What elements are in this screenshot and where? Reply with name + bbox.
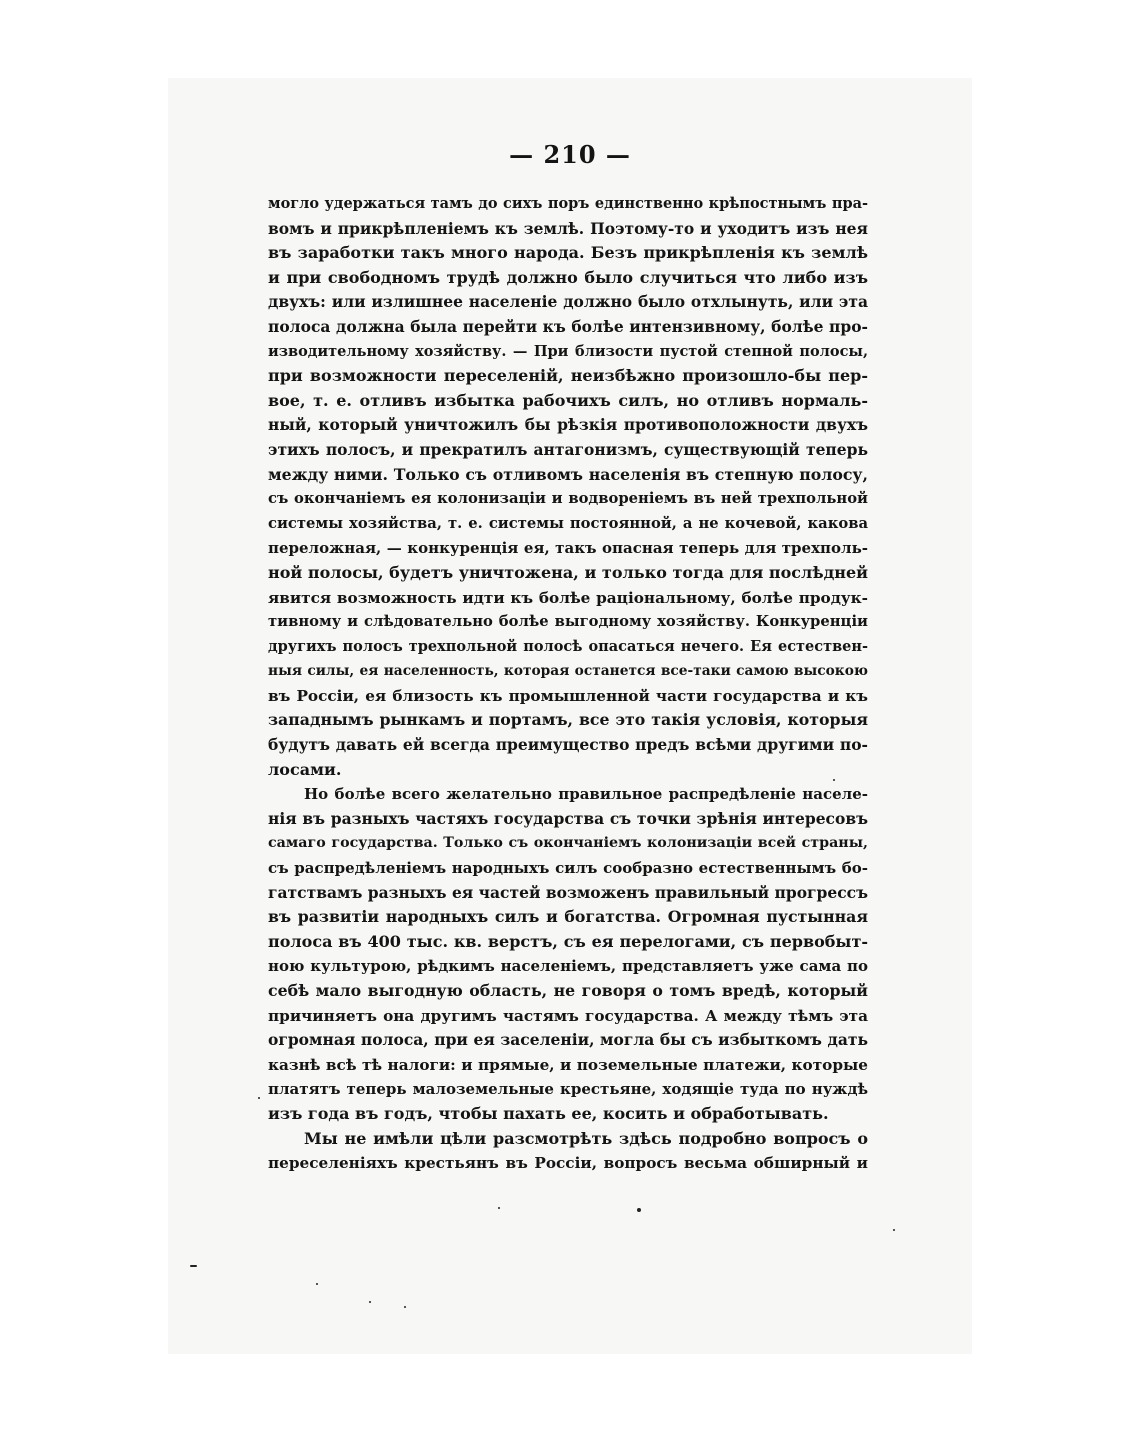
- text-line: западнымъ рынкамъ и портамъ, все это такія условія, которыя: [268, 710, 868, 730]
- text-line: ной полосы, будетъ уничтожена, и только тогда для послѣдней: [268, 562, 868, 582]
- text-line: ныя силы, ея населенность, которая останется все-таки самою высокою: [268, 663, 868, 680]
- scan-speck: [637, 1208, 641, 1212]
- scan-speck: [498, 1207, 500, 1209]
- scan-speck: [258, 1097, 260, 1099]
- text-line: полоса въ 400 тыс. кв. верстъ, съ ея перелогами, съ первобыт-: [268, 931, 868, 951]
- text-line: системы хозяйства, т. е. системы постоянной, а не кочевой, какова: [268, 514, 868, 532]
- paragraph: [268, 1127, 868, 1176]
- text-line: самаго государства. Только съ окончаніемъ колонизаціи всей страны,: [268, 835, 868, 852]
- text-line: казнѣ всѣ тѣ налоги: и прямые, и поземельные платежи, которые: [268, 1055, 868, 1074]
- text-line: переложная, — конкуренція ея, такъ опасная теперь для трехполь-: [268, 539, 868, 558]
- text-line: огромная полоса, при ея заселеніи, могла бы съ избыткомъ дать: [268, 1030, 868, 1050]
- text-line: въ заработки такъ много народа. Безъ прикрѣпленія къ землѣ: [268, 243, 868, 263]
- text-line: тивному и слѣдовательно болѣе выгодному хозяйству. Конкуренціи: [268, 613, 868, 631]
- text-line: могло удержаться тамъ до сихъ поръ единственно крѣпостнымъ пра-: [268, 195, 868, 212]
- scan-speck: [190, 1265, 197, 1267]
- text-line: ною культурою, рѣдкимъ населеніемъ, представляетъ уже сама по: [268, 957, 868, 976]
- text-line: платятъ теперь малоземельные крестьяне, ходящіе туда по нуждѣ: [268, 1080, 868, 1099]
- text-line: явится возможность идти къ болѣе раціональному, болѣе продук-: [268, 588, 868, 607]
- text-line: лосами.: [268, 759, 342, 779]
- text-line: Но болѣе всего желательно правильное распредѣленіе населе-: [304, 785, 868, 804]
- text-line: вое, т. е. отливъ избытка рабочихъ силъ, но отливъ нормаль-: [268, 390, 868, 410]
- text-line: гатствамъ разныхъ ея частей возможенъ правильный прогрессъ: [268, 882, 868, 902]
- text-line: этихъ полосъ, и прекратилъ антагонизмъ, существующій теперь: [268, 439, 868, 459]
- text-line: Мы не имѣли цѣли разсмотрѣть здѣсь подробно вопросъ о: [304, 1128, 868, 1148]
- text-line: будутъ давать ей всегда преимущество предъ всѣми другими по-: [268, 735, 868, 755]
- text-line: изъ года въ годъ, чтобы пахать ее, косить и обработывать.: [268, 1103, 829, 1123]
- scan-speck: [369, 1301, 371, 1303]
- text-line: въ развитіи народныхъ силъ и богатства. Огромная пустынная: [268, 907, 868, 927]
- paragraph: [268, 192, 868, 782]
- scan-speck: [404, 1306, 406, 1308]
- text-line: переселеніяхъ крестьянъ въ Россіи, вопросъ весьма обширный и: [268, 1154, 868, 1173]
- text-line: при возможности переселеній, неизбѣжно произошло-бы пер-: [268, 366, 868, 386]
- text-line: и при свободномъ трудѣ должно было случиться что либо изъ: [268, 267, 868, 287]
- text-line: между ними. Только съ отливомъ населенія въ степную полосу,: [268, 464, 868, 484]
- scan-speck: [316, 1283, 318, 1285]
- scan-speck: [833, 779, 835, 781]
- text-line: вомъ и прикрѣпленіемъ къ землѣ. Поэтому-то и уходитъ изъ нея: [268, 218, 868, 238]
- text-line: двухъ: или излишнее населеніе должно было отхлынуть, или эта: [268, 292, 868, 312]
- text-line: себѣ мало выгодную область, не говоря о томъ вредѣ, который: [268, 981, 868, 1000]
- text-line: причиняетъ она другимъ частямъ государства. А между тѣмъ эта: [268, 1006, 868, 1025]
- scan-speck: [893, 1229, 895, 1231]
- text-line: въ Россіи, ея близость къ промышленной части государства и къ: [268, 686, 868, 705]
- text-line: другихъ полосъ трехпольной полосѣ опасаться нечего. Ея естествен-: [268, 637, 868, 655]
- text-line: нія въ разныхъ частяхъ государства съ точки зрѣнія интересовъ: [268, 808, 868, 828]
- page-number: — 210 —: [509, 140, 631, 169]
- text-line: полоса должна была перейти къ болѣе интензивному, болѣе про-: [268, 316, 868, 336]
- text-line: съ распредѣленіемъ народныхъ силъ сообразно естественнымъ бо-: [268, 859, 868, 878]
- body-text: [268, 192, 868, 1176]
- text-line: ный, который уничтожилъ бы рѣзкія противоположности двухъ: [268, 415, 868, 435]
- text-line: изводительному хозяйству. — При близости пустой степной полосы,: [268, 342, 868, 360]
- text-line: съ окончаніемъ ея колонизаціи и водвореніемъ въ ней трехпольной: [268, 490, 868, 508]
- paragraph: [268, 782, 868, 1126]
